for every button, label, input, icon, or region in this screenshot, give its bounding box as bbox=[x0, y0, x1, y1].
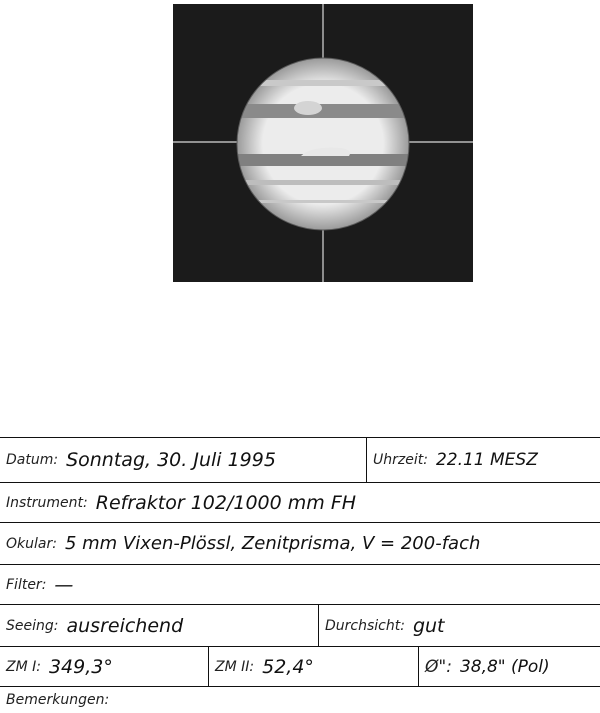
seeing-label: Seeing: bbox=[6, 617, 59, 634]
row-seeing bbox=[0, 604, 600, 646]
zm2-label: ZM II: bbox=[215, 658, 255, 675]
datum-label: Datum: bbox=[6, 452, 59, 468]
uhrzeit-label: Uhrzeit: bbox=[373, 452, 428, 468]
okular-cell bbox=[0, 523, 600, 564]
okular-value: 5 mm Vixen-Plössl, Zenitprisma, V = 200-fach bbox=[64, 533, 481, 554]
bemerkungen-cell bbox=[0, 687, 600, 713]
diameter-cell bbox=[418, 647, 600, 686]
diameter-label: Ø": bbox=[425, 656, 452, 677]
datum-cell bbox=[0, 438, 366, 482]
instrument-cell bbox=[0, 483, 600, 522]
bemerkungen-label: Bemerkungen: bbox=[6, 692, 110, 708]
zm1-cell bbox=[0, 647, 208, 686]
row-zm bbox=[0, 646, 600, 686]
jupiter-sketch bbox=[173, 4, 473, 282]
diameter-value: 38,8" (Pol) bbox=[459, 656, 550, 677]
zm2-cell bbox=[208, 647, 418, 686]
zm1-value: 349,3° bbox=[48, 655, 113, 678]
observation-form bbox=[0, 437, 600, 713]
row-okular bbox=[0, 522, 600, 564]
durchsicht-cell bbox=[318, 605, 600, 646]
uhrzeit-cell bbox=[366, 438, 600, 482]
durchsicht-value: gut bbox=[412, 614, 445, 637]
row-datum bbox=[0, 437, 600, 482]
zm2-value: 52,4° bbox=[262, 655, 314, 678]
zm1-label: ZM I: bbox=[6, 658, 41, 675]
row-bemerkungen bbox=[0, 686, 600, 713]
filter-label: Filter: bbox=[6, 576, 47, 593]
okular-label: Okular: bbox=[6, 535, 57, 552]
row-filter bbox=[0, 564, 600, 604]
seeing-value: ausreichend bbox=[66, 614, 184, 637]
durchsicht-label: Durchsicht: bbox=[325, 617, 405, 634]
seeing-cell bbox=[0, 605, 318, 646]
uhrzeit-value: 22.11 MESZ bbox=[435, 450, 538, 470]
instrument-label: Instrument: bbox=[6, 494, 88, 511]
filter-cell bbox=[0, 565, 600, 604]
instrument-value: Refraktor 102/1000 mm FH bbox=[95, 491, 357, 514]
row-instrument bbox=[0, 482, 600, 522]
datum-value: Sonntag, 30. Juli 1995 bbox=[66, 449, 276, 471]
filter-value: — bbox=[54, 573, 74, 596]
